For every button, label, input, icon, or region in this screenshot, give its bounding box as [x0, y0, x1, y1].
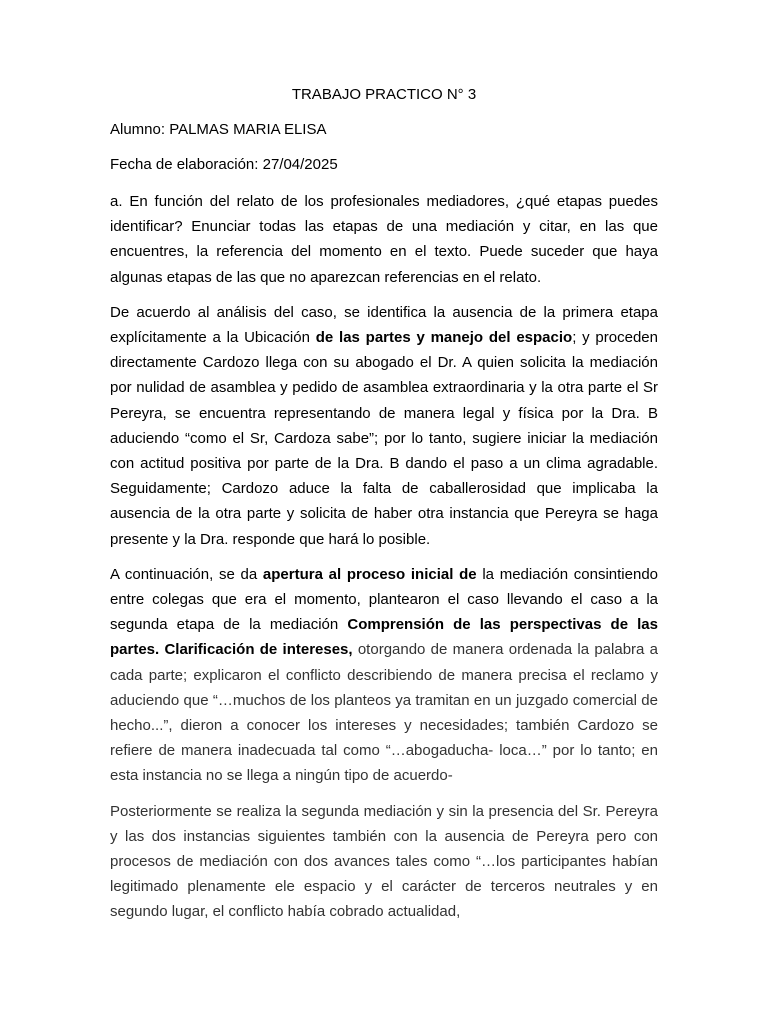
bold-span: Comprensión de las perspectivas de las partes. Clarificación de intereses,	[110, 616, 658, 659]
bold-span: apertura al proceso inicial de	[262, 565, 477, 583]
student-name: Alumno: PALMAS MARIA ELISA	[110, 121, 327, 138]
text-span: ; y proceden directamente Cardozo llega con su abogado el Dr. A quien solicita la mediación por nulidad de asamblea y pedido de asamblea extraordinaria y la otra parte el Sr Pereyra, se encuentra representando de manera legal y física por la Dra. B aduciendo “como el Sr, Cardoza sabe”; por lo tanto, sugiere iniciar la mediación con actitud positiva por parte de la Dra. B dando el paso a un clima agradable. Seguidamente; Cardozo aduce la falta de caballerosidad que implicaba la ausencia de la otra parte y solicita de haber otra instancia que Pereyra se haga presente y la Dra. responde que hará lo posible.	[110, 329, 658, 548]
bold-span: de las partes y manejo del espacio	[315, 329, 573, 347]
text-span: otorgando de manera ordenada la palabra a cada parte; explicaron el conflicto describiendo de manera precisa el reclamo y aduciendo que “…muchos de los planteos ya tramitan en un juzgado comercial de hecho...”, dieron a conocer los intereses y necesidades; también Cardozo se refiere de manera inadecuada tal como “…abogaducha- loca…” por lo tanto; en esta instancia no se llega a ningún tipo de acuerdo-	[110, 641, 658, 785]
analysis-paragraph-1	[110, 300, 658, 552]
analysis-paragraph-2	[110, 562, 658, 789]
text-span: De acuerdo al análisis del caso, se identifica la ausencia de la primera etapa explícitamente a la Ubicación	[110, 303, 658, 347]
text-span: A continuación, se da	[110, 565, 263, 583]
elaboration-date: Fecha de elaboración: 27/04/2025	[110, 156, 338, 173]
document-page	[110, 84, 658, 935]
analysis-paragraph-3: Posteriormente se realiza la segunda mediación y sin la presencia del Sr. Pereyra y las dos instancias siguientes también con la ausencia de Pereyra pero con procesos de mediación con dos avances tales como “…los participantes habían legitimado plenamente ele espacio y el carácter de terceros neutrales y en segundo lugar, el conflicto había cobrado actualidad,	[110, 802, 658, 921]
text-span: la mediación consintiendo entre colegas que era el momento, plantearon el caso llevando el caso a la segunda etapa de la mediación	[110, 565, 659, 634]
question-paragraph: a. En función del relato de los profesionales mediadores, ¿qué etapas puedes identificar? Enunciar todas las etapas de una mediación y citar, en las que encuentres, la referencia del momento en el texto. Puede suceder que haya algunas etapas de las que no aparezcan referencias en el relato.	[110, 193, 658, 286]
document-title: TRABAJO PRACTICO N° 3	[291, 86, 477, 103]
